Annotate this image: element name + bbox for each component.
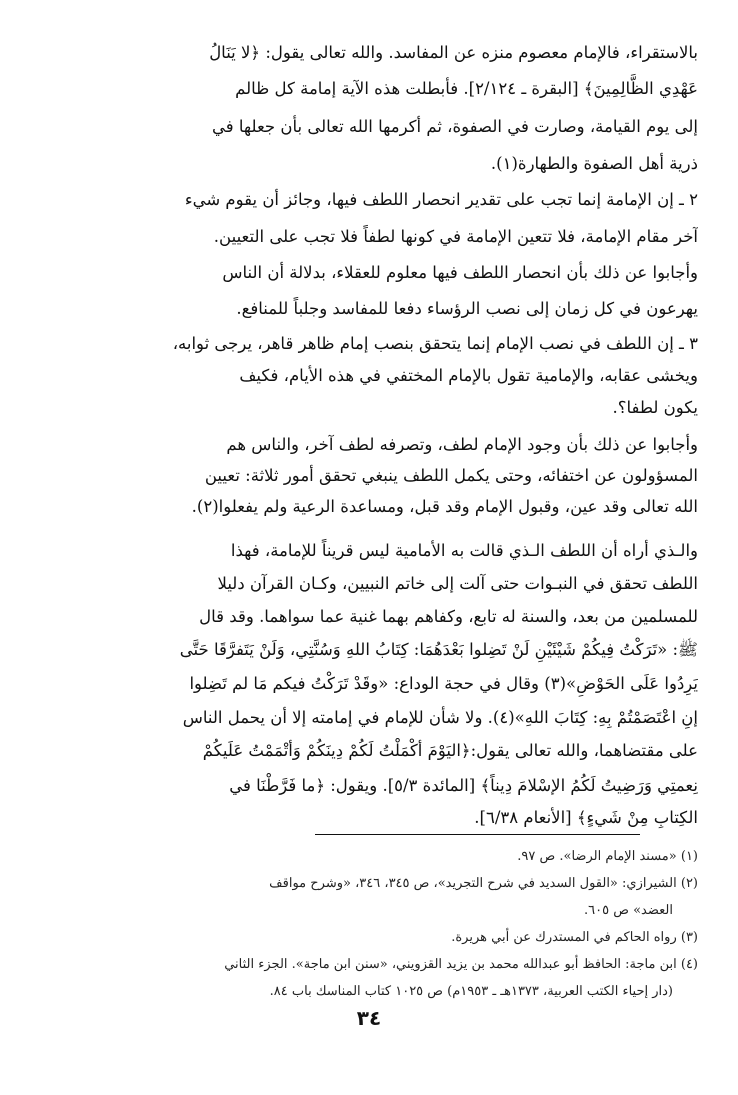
body-line-2: عَهْدِي الظَّالِمِينَ﴾ [البقرة ـ ٢/١٢٤]. فأبطلت هذه الآية إمامة كل ظالم	[235, 79, 698, 98]
footnote-3: (٣) رواه الحاكم في المستدرك عن أبي هريرة.	[451, 930, 698, 945]
body-line-14: الله تعالى وقد عين، وقبول الإمام وقد قبل، ومساعدة الرعية ولم يفعلوا(٢).	[191, 497, 698, 516]
body-line-17: للمسلمين من بعد، والسنة له تابع، وكفاهم بهما غنية عما سواهما. وقد قال	[199, 607, 698, 626]
body-line-22: نِعمتِي وَرَضِيتُ لَكُمُ الإسْلامَ دِيناً﴾ [المائدة ٥/٣]. ويقول: ﴿ما فَرَّطْنَا في	[229, 776, 698, 795]
body-line-20: إنِ اعْتَصَمْتُمْ بِهِ: كِتَابَ اللهِ»(٤). ولا شأن للإمام في إمامته إلا أن يحمل الناس	[182, 708, 698, 727]
footnote-1: (١) «مسند الإمام الرضا». ص ٩٧.	[517, 849, 698, 864]
body-line-6: آخر مقام الإمامة، فلا تتعين الإمامة في كونها لطفاً فلا تجب على التعيين.	[213, 227, 698, 246]
body-line-9: ٣ ـ إن اللطف في نصب الإمام إنما يتحقق بنصب إمام ظاهر قاهر، يرجى ثوابه،	[172, 334, 698, 353]
body-line-7: وأجابوا عن ذلك بأن انحصار اللطف فيها معلوم للعقلاء، بدلالة أن الناس	[222, 263, 698, 282]
body-line-18: ﷺ: «تَرَكْتُ فِيكُمْ شَيْئَيْنِ لَنْ تَضِلوا بَعْدَهُمَا: كِتَابُ اللهِ وَسُنَّتِي، وَلَنْ يَتَفرَّقَا حَتَّى	[179, 640, 698, 659]
body-line-8: يهرعون في كل زمان إلى نصب الرؤساء دفعا للمفاسد وجلباً للمنافع.	[236, 299, 698, 318]
body-line-15: والـذي أراه أن اللطف الـذي قالت به الأمامية ليس قريناً للإمامة، فهذا	[230, 541, 698, 560]
body-line-12: وأجابوا عن ذلك بأن وجود الإمام لطف، وتصرفه لطف آخر، والناس هم	[226, 435, 698, 454]
body-line-23: الكِتابِ مِنْ شَيءٍ﴾ [الأنعام ٦/٣٨].	[474, 808, 698, 827]
body-line-3: إلى يوم القيامة، وصارت في الصفوة، ثم أكرمها الله تعالى بأن جعلها في	[211, 117, 698, 136]
footnote-4: (٤) ابن ماجة: الحافظ أبو عبدالله محمد بن يزيد القزويني، «سنن ابن ماجة». الجزء الثاني	[224, 957, 698, 972]
body-line-13: المسؤولون عن اختفائه، وحتى يكمل اللطف ينبغي تحقق أمور ثلاثة: تعيين	[204, 466, 698, 485]
body-line-10: ويخشى عقابه، والإمامية تقول بالإمام المختفي في هذه الأيام، فكيف	[239, 366, 698, 385]
footnote-separator	[315, 834, 640, 835]
footnote-4-continued: (دار إحياء الكتب العربية، ١٣٧٣هـ ـ ١٩٥٣م) ص ١٠٢٥ كتاب المناسك باب ٨٤.	[269, 984, 673, 999]
footnote-2: (٢) الشيرازي: «القول السديد في شرح التجريد»، ص ٣٤٥، ٣٤٦، «وشرح مواقف	[269, 876, 698, 891]
body-line-4: ذرية أهل الصفوة والطهارة(١).	[490, 154, 698, 173]
body-line-5: ٢ ـ إن الإمامة إنما تجب على تقدير انحصار اللطف فيها، وجائز أن يقوم شيء	[184, 190, 698, 209]
footnote-2-continued: العضد» ص ٦٠٥.	[584, 903, 673, 918]
body-line-16: اللطف تحقق في النبـوات حتى آلت إلى خاتم النبيين، وكـان القرآن دليلا	[217, 574, 698, 593]
body-line-1: بالاستقراء، فالإمام معصوم منزه عن المفاسد. والله تعالى يقول: ﴿لا يَنَالُ	[209, 43, 698, 62]
body-line-19: يَرِدُوا عَلَى الحَوْضِ»(٣) وقال في حجة الوداع: «وقَدْ تَرَكْتُ فيكم مَا لم تَضِلوا	[189, 674, 698, 693]
body-line-11: يكون لطفا؟.	[612, 398, 698, 417]
body-line-21: على مقتضاهما، والله تعالى يقول:﴿اليَوْمَ أكْمَلْتُ لَكُمْ دِينَكُمْ وَأتْمَمْتُ عَلَيكُمْ	[202, 741, 698, 760]
page-number: ٣٤	[356, 1006, 382, 1030]
